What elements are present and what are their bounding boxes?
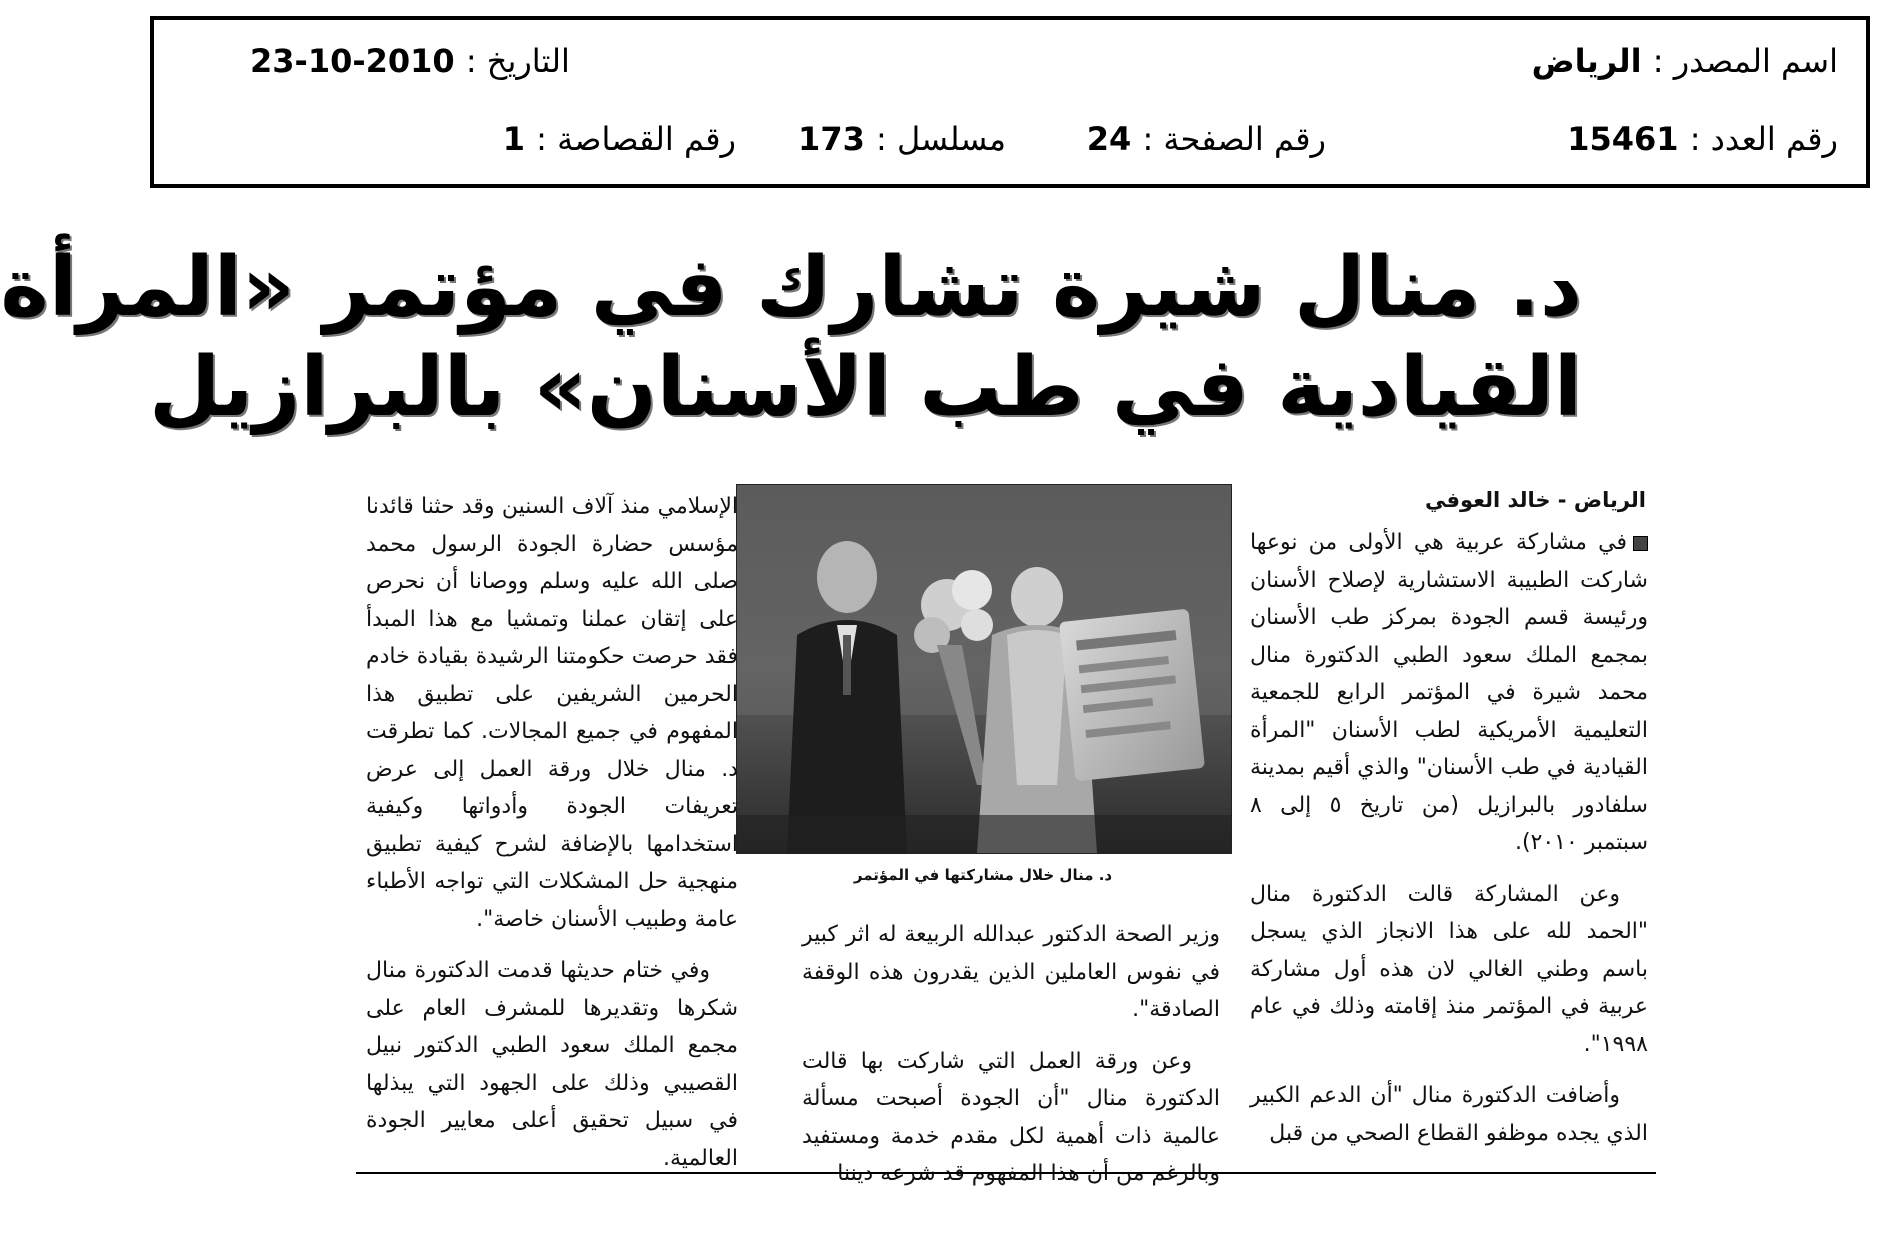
headline-line-2: القيادية في طب الأسنان» بالبرازيل [149, 340, 1582, 435]
article-column-left [366, 488, 738, 1171]
source-value: الرياض [1531, 42, 1642, 80]
headline-line-1: د. منال شيرة تشارك في مؤتمر «المرأة [0, 240, 1582, 335]
serial-label: مسلسل : [875, 120, 1006, 158]
article-column-right [1250, 524, 1648, 1164]
date-label: التاريخ : [465, 42, 570, 80]
photo-illustration [737, 485, 1231, 853]
paragraph: وعن المشاركة قالت الدكتورة منال "الحمد لله على هذا الانجاز الذي يسجل باسم وطني الغالي لان هذه أول مشاركة عربية في المؤتمر منذ إقامته وذلك في عام ١٩٩٨". [1250, 881, 1648, 1057]
bottom-divider [356, 1172, 1656, 1174]
paragraph: الإسلامي منذ آلاف السنين وقد حثنا قائدنا مؤسس حضارة الجودة الرسول محمد صلى الله عليه وسلم ووصانا أن نحرص على إتقان عملنا وتمشيا مع هذا المبدأ فقد حرصت حكومتنا الرشيدة بقيادة خادم الحرمين الشريفين على تطبيق هذا المفهوم في جميع المجالات. كما تطرقت د. منال خلال ورقة العمل إلى عرض تعريفات الجودة وأدواتها وكيفية استخدامها بالإضافة لشرح كيفية تطبيق منهجية حل المشكلات التي تواجه الأطباء عامة وطبيب الأسنان خاصة". [366, 494, 738, 932]
date-value: 2010-10-23 [250, 42, 455, 80]
serial-field [798, 120, 1006, 158]
date-field [250, 42, 570, 80]
paragraph: وأضافت الدكتورة منال "أن الدعم الكبير الذي يجده موظفو القطاع الصحي من قبل [1250, 1083, 1648, 1146]
source-field [1532, 42, 1838, 80]
page-value: 24 [1086, 120, 1132, 158]
bullet-square-icon [1633, 536, 1648, 551]
photo-caption: د. منال خلال مشاركتها في المؤتمر [853, 866, 1113, 884]
clip-label: رقم القصاصة : [536, 120, 736, 158]
article-headline [0, 238, 1582, 438]
source-label: اسم المصدر : [1652, 42, 1838, 80]
clip-field [503, 120, 736, 158]
clip-value: 1 [502, 120, 526, 158]
page-field [1087, 120, 1326, 158]
article-photo [736, 484, 1232, 854]
paragraph-text: في مشاركة عربية هي الأولى من نوعها شاركت الطبيبة الاستشارية لإصلاح الأسنان ورئيسة قسم الجودة بمركز طب الأسنان بمجمع الملك سعود الطبي الدكتورة منال محمد شيرة في المؤتمر الرابع للجمعية التعليمية الأمريكية لطب الأسنان "المرأة القيادية في طب الأسنان" والذي أقيم بمدينة سلفادور بالبرازيل (من تاريخ ٥ إلى ٨ سبتمبر ٢٠١٠). [1250, 530, 1648, 855]
paragraph [1250, 524, 1648, 862]
clipping-header-box [150, 16, 1870, 188]
page-label: رقم الصفحة : [1142, 120, 1326, 158]
issue-value: 15461 [1567, 120, 1679, 158]
paragraph: وفي ختام حديثها قدمت الدكتورة منال شكرها وتقديرها للمشرف العام على مجمع الملك سعود الطبي الدكتور نبيل القصيبي وذلك على الجهود التي يبذلها في سبيل تحقيق أعلى معايير الجودة العالمية. [366, 958, 738, 1171]
paragraph: وعن ورقة العمل التي شاركت بها قالت الدكتورة منال "أن الجودة أصبحت مسألة عالمية ذات أهمية لكل مقدم خدمة ومستفيد وبالرغم من أن هذا المفهوم قد شرعه ديننا [802, 1048, 1220, 1186]
paragraph: وزير الصحة الدكتور عبدالله الربيعة له اثر كبير في نفوس العاملين الذين يقدرون هذه الوقفة الصادقة". [802, 922, 1220, 1022]
serial-value: 173 [798, 120, 865, 158]
article-byline: الرياض - خالد العوفي [1425, 488, 1646, 512]
article-column-middle [802, 916, 1220, 1186]
issue-field [1567, 120, 1838, 158]
issue-label: رقم العدد : [1689, 120, 1838, 158]
